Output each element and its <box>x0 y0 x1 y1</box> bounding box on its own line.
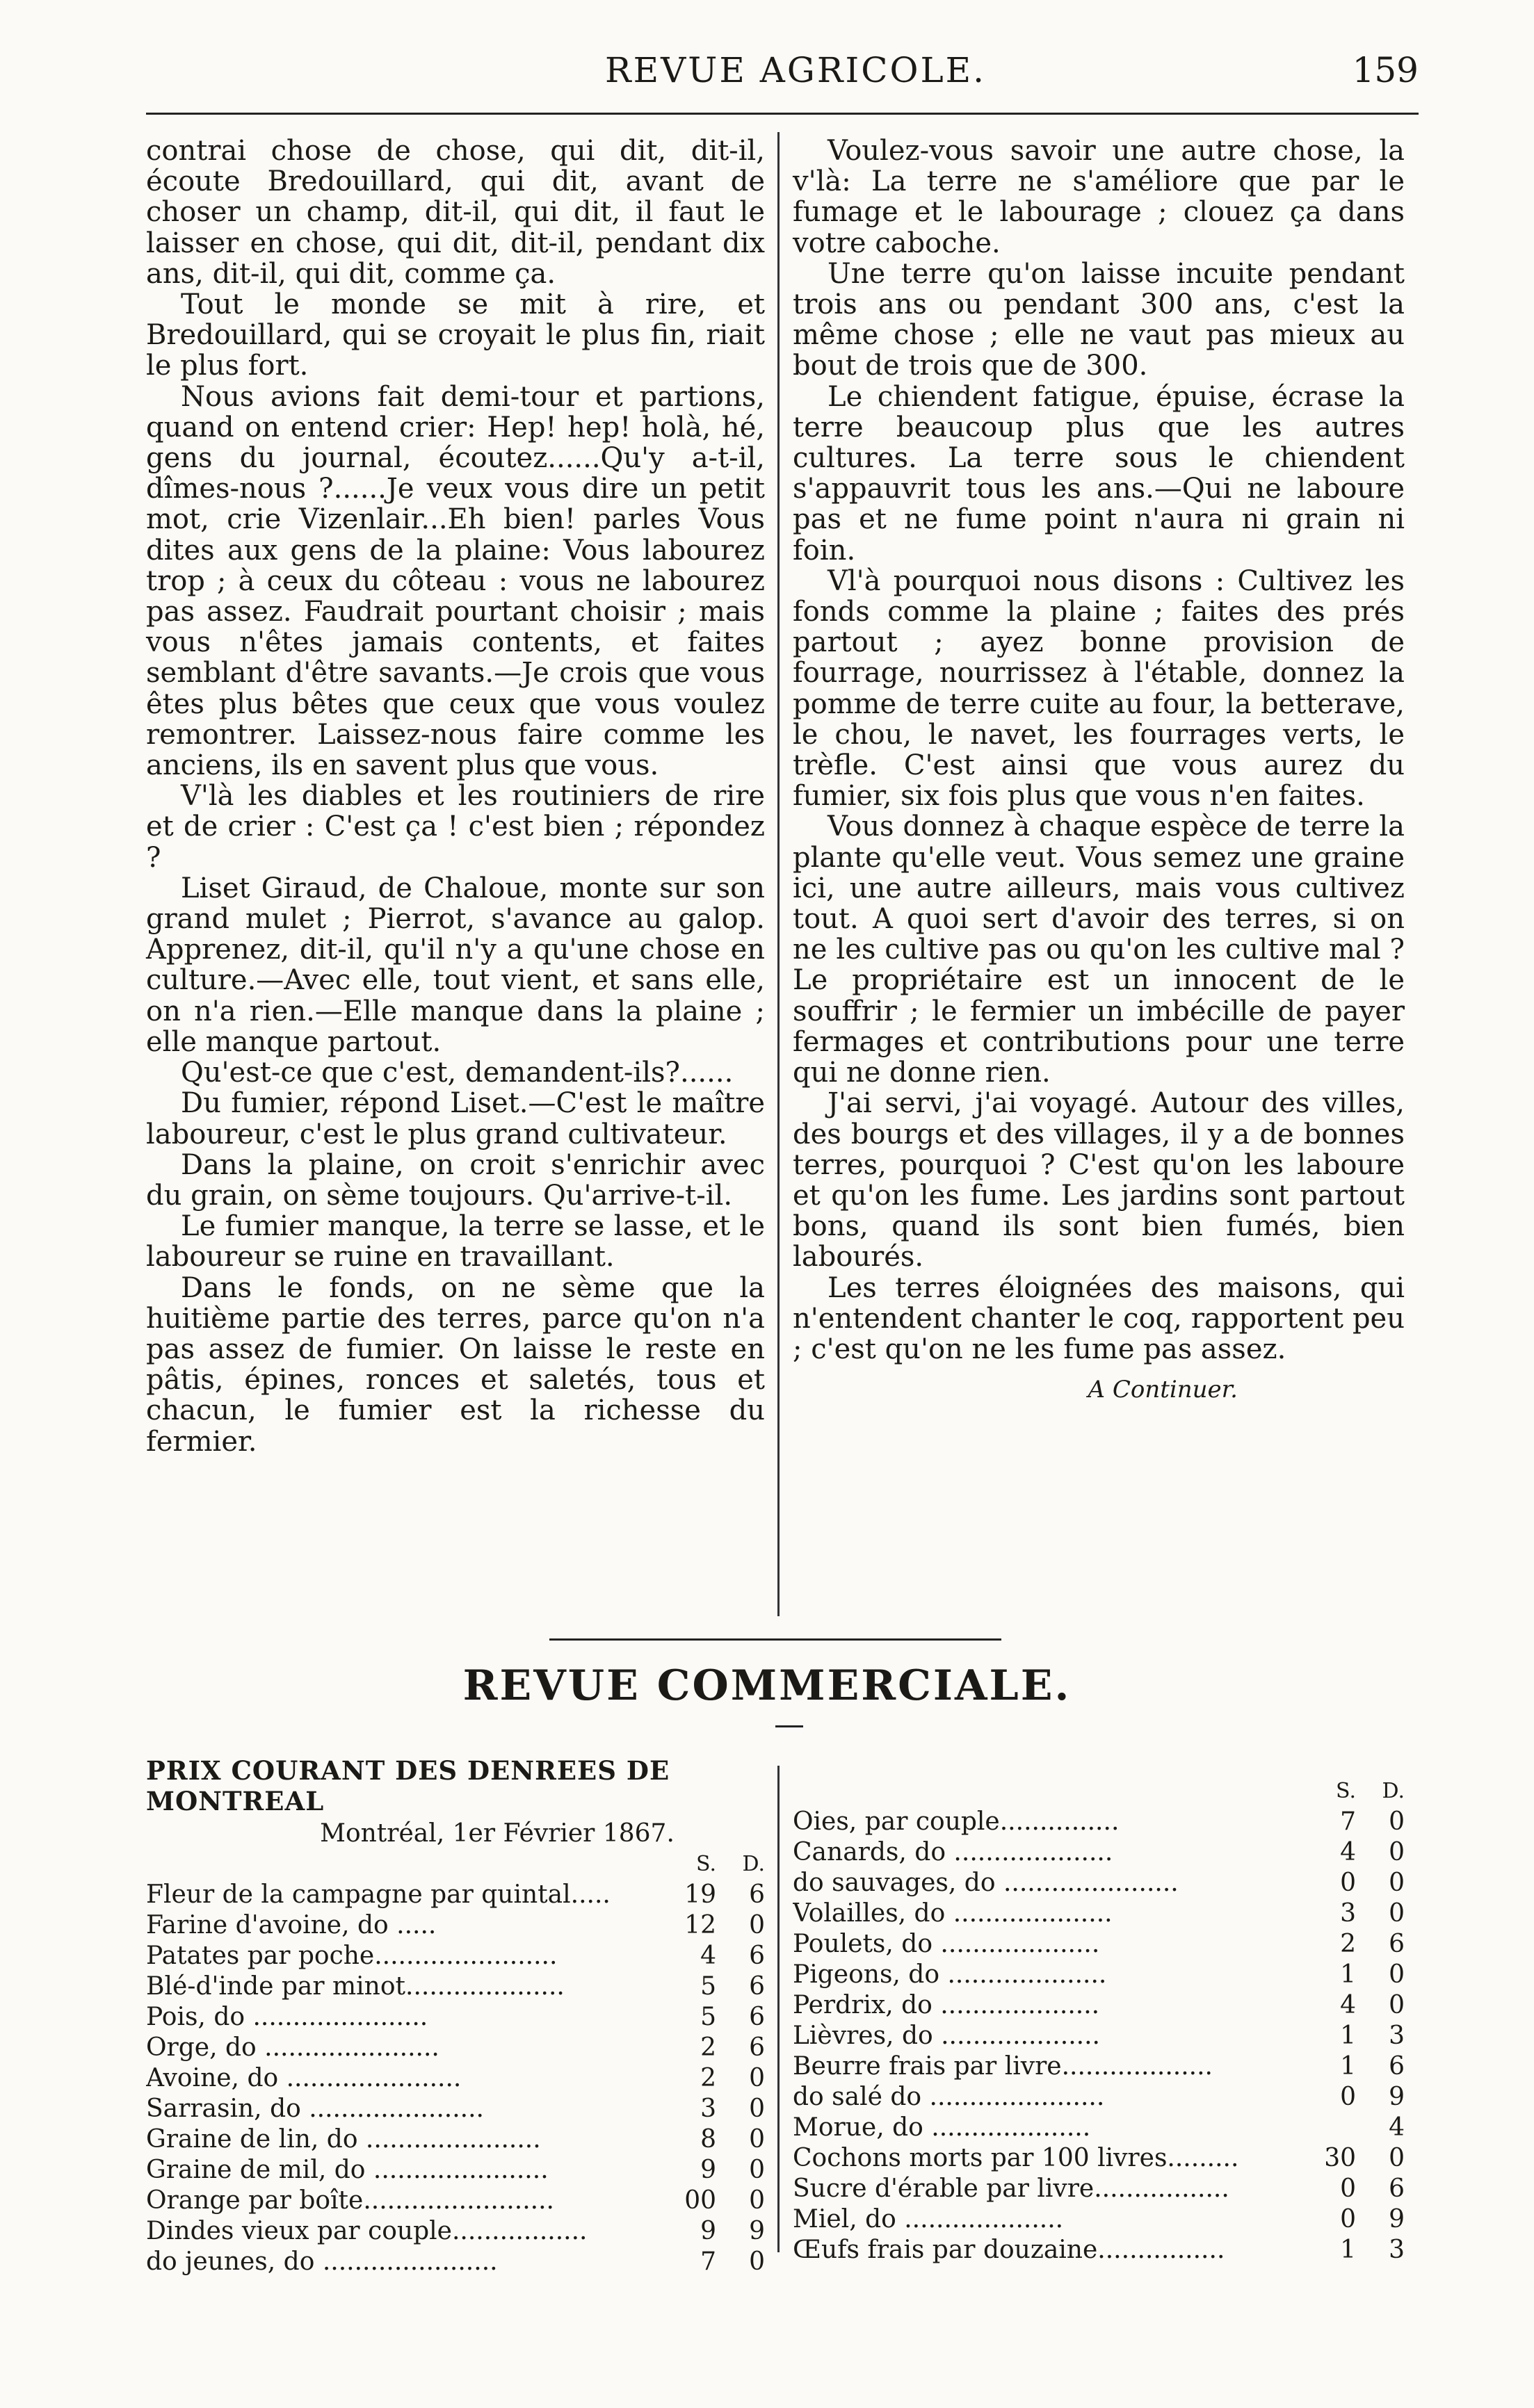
table-row <box>793 2204 1405 2235</box>
price-pence: 6 <box>749 2033 765 2062</box>
price-shillings: 4 <box>1340 1838 1356 1866</box>
table-row <box>146 2033 765 2063</box>
commodity-name: do jeunes, do ...................... <box>146 2247 498 2276</box>
commodity-name: Poulets, do .................... <box>793 1930 1100 1958</box>
price-shillings: 2 <box>700 2064 716 2092</box>
price-shillings: 4 <box>1340 1991 1356 2019</box>
commodity-name: Patates par poche....................... <box>146 1942 558 1970</box>
price-pence: 6 <box>1389 2052 1405 2081</box>
price-pence: 0 <box>749 2094 765 2123</box>
price-pence: 0 <box>749 2156 765 2184</box>
price-pence: 6 <box>749 1972 765 2001</box>
price-pence: 0 <box>1389 1899 1405 1928</box>
table-header <box>793 1776 1405 1807</box>
table-row <box>146 2247 765 2277</box>
commodity-name: Fleur de la campagne par quintal..... <box>146 1880 611 1909</box>
table-row <box>793 1898 1405 1929</box>
price-pence: 0 <box>749 2186 765 2215</box>
table-row <box>793 1868 1405 1898</box>
section-rule <box>549 1638 1001 1641</box>
table-row <box>793 1837 1405 1868</box>
col-s-label: S. <box>695 1852 716 1876</box>
table-row <box>146 2155 765 2186</box>
table-row <box>146 1880 765 1910</box>
paragraph: Vous donnez à chaque espèce de terre la plante qu'elle veut. Vous semez une graine ici, une autre ailleurs, mais vous cultivez tout. A quoi sert d'avoir des terres, si on ne les cultive pas ou qu'on les cultive mal ? Le propriétaire est un innocent de le souffrir ; le fermier un imbécille de payer fermages et contributions pour une terre qui ne donne rien. <box>793 811 1405 1089</box>
paragraph: Voulez-vous savoir une autre chose, la v'là: La terre ne s'améliore que par le fumage et le labourage ; clouez ça dans votre caboche. <box>793 135 1405 259</box>
price-shillings: 5 <box>700 2003 716 2031</box>
table-row <box>793 2082 1405 2113</box>
table-row <box>146 2002 765 2033</box>
price-pence: 6 <box>1389 1930 1405 1958</box>
paragraph: Du fumier, répond Liset.—C'est le maître laboureur, c'est le plus grand cultivateur. <box>146 1087 765 1150</box>
price-shillings: 2 <box>1340 1930 1356 1958</box>
commodity-name: Sarrasin, do ...................... <box>146 2094 484 2123</box>
table-row <box>146 2124 765 2155</box>
price-shillings: 7 <box>700 2247 716 2276</box>
paragraph: contrai chose de chose, qui dit, dit-il, écoute Bredouillard, qui dit, avant de choser un champ, dit-il, qui dit, il faut le laisser en chose, qui dit, dit-il, pendant dix ans, dit-il, qui dit, comme ça. <box>146 135 765 290</box>
price-pence: 6 <box>1389 2174 1405 2203</box>
price-shillings: 0 <box>1340 2174 1356 2203</box>
price-shillings: 3 <box>1340 1899 1356 1928</box>
price-pence: 9 <box>1389 2205 1405 2234</box>
commodity-name: Orange par boîte........................ <box>146 2186 554 2215</box>
commodity-name: Morue, do .................... <box>793 2113 1091 2142</box>
price-shillings: 8 <box>700 2125 716 2154</box>
commodity-name: Pigeons, do .................... <box>793 1960 1107 1989</box>
price-shillings: 4 <box>700 1942 716 1970</box>
paragraph: Les terres éloignées des maisons, qui n'entendent chanter le coq, rapportent peu ; c'est qu'on ne les fume pas assez. <box>793 1271 1405 1365</box>
price-pence: 3 <box>1389 2021 1405 2050</box>
commodity-name: do sauvages, do ...................... <box>793 1869 1179 1897</box>
commodity-name: Orge, do ...................... <box>146 2033 439 2062</box>
table-row <box>793 2113 1405 2143</box>
price-shillings: 1 <box>1340 1960 1356 1989</box>
price-pence: 0 <box>749 1911 765 1939</box>
price-pence: 0 <box>1389 1960 1405 1989</box>
table-row <box>793 1990 1405 2021</box>
table-divider <box>777 1766 780 2252</box>
table-row <box>146 1941 765 1971</box>
left-text-column <box>146 136 765 1457</box>
commodity-name: Oies, par couple............... <box>793 1807 1120 1836</box>
price-shillings: 12 <box>684 1911 716 1939</box>
price-pence: 3 <box>1389 2236 1405 2264</box>
commodity-name: Lièvres, do .................... <box>793 2021 1100 2050</box>
price-shillings: 0 <box>1340 2083 1356 2111</box>
table-row <box>146 1971 765 2002</box>
title-dash <box>775 1725 803 1727</box>
price-shillings: 9 <box>700 2156 716 2184</box>
commodity-name: Sucre d'érable par livre................. <box>793 2174 1229 2203</box>
paragraph: Le fumier manque, la terre se lasse, et le laboureur se ruine en travaillant. <box>146 1210 765 1274</box>
page-number: 159 <box>1352 50 1419 90</box>
col-d-label: D. <box>742 1852 765 1876</box>
table-row <box>793 1929 1405 1960</box>
table-row <box>793 1960 1405 1990</box>
commodity-name: Graine de mil, do ...................... <box>146 2156 549 2184</box>
price-pence: 0 <box>749 2064 765 2092</box>
commodity-name: Avoine, do ...................... <box>146 2064 462 2092</box>
table-row <box>793 2174 1405 2204</box>
commodity-name: Beurre frais par livre................... <box>793 2052 1213 2081</box>
price-shillings: 19 <box>684 1880 716 1909</box>
price-pence: 9 <box>749 2217 765 2245</box>
table-row <box>793 2143 1405 2174</box>
table-row <box>146 2216 765 2247</box>
paragraph: Le chiendent fatigue, épuise, écrase la terre beaucoup plus que les autres cultures. La terre sous le chiendent s'appauvrit tous les ans.—Qui ne laboure pas et ne fume point n'aura ni grain ni foin. <box>793 380 1405 567</box>
price-table-title: PRIX COURANT DES DENREES DE MONTREAL <box>146 1755 670 1816</box>
table-row <box>146 2063 765 2094</box>
table-row <box>793 2051 1405 2082</box>
table-row <box>146 1910 765 1941</box>
section-title: REVUE COMMERCIALE. <box>462 1661 1072 1710</box>
table-header <box>146 1849 765 1880</box>
paragraph: Liset Giraud, de Chaloue, monte sur son grand mulet ; Pierrot, s'avance au galop. Apprenez, dit-il, qu'il n'y a qu'une chose en culture.—Avec elle, tout vient, et sans elle, on n'a rien.—Elle manque dans la plaine ; elle manque partout. <box>146 872 765 1058</box>
paragraph: Une terre qu'on laisse incuite pendant trois ans ou pendant 300 ans, c'est la même chose ; elle ne vaut pas mieux au bout de trois que de 300. <box>793 257 1405 382</box>
price-shillings: 00 <box>684 2186 716 2215</box>
price-pence: 0 <box>1389 1869 1405 1897</box>
price-table-date: Montréal, 1er Février 1867. <box>320 1819 675 1848</box>
table-row <box>793 2021 1405 2051</box>
header-rule <box>146 113 1419 115</box>
price-pence: 6 <box>749 1880 765 1909</box>
price-pence: 0 <box>1389 2144 1405 2172</box>
paragraph: Dans la plaine, on croit s'enrichir avec du grain, on sème toujours. Qu'arrive-t-il. <box>146 1148 765 1212</box>
price-pence: 9 <box>1389 2083 1405 2111</box>
commodity-name: Canards, do .................... <box>793 1838 1113 1866</box>
table-row <box>146 2186 765 2216</box>
price-shillings: 0 <box>1340 2205 1356 2234</box>
price-shillings: 7 <box>1340 1807 1356 1836</box>
page-header <box>146 50 1419 99</box>
running-title: REVUE AGRICOLE. <box>605 50 987 90</box>
col-s-label: S. <box>1335 1779 1356 1803</box>
paragraph: Dans le fonds, on ne sème que la huitième partie des terres, parce qu'on n'a pas assez de fumier. On laisse le reste en pâtis, épines, ronces et saletés, tous et chacun, le fumier est la richesse du fermier. <box>146 1271 765 1458</box>
price-pence: 0 <box>1389 1991 1405 2019</box>
price-pence: 0 <box>749 2125 765 2154</box>
paragraph: Nous avions fait demi-tour et partions, quand on entend crier: Hep! hep! holà, hé, gens du journal, écoutez......Qu'y a-t-il, dîmes-nous ?......Je veux vous dire un petit mot, crie Vizenlair...Eh bien! parles Vous dites aux gens de la plaine: Vous labourez trop ; à ceux du côteau : vous ne labourez pas assez. Faudrait pourtant choisir ; mais vous n'êtes jamais contents, et faites semblant d'être savants.—Je crois que vous êtes plus bêtes que ceux que vous voulez remontrer. Laissez-nous faire comme les anciens, ils en savent plus que vous. <box>146 380 765 782</box>
col-d-label: D. <box>1382 1779 1405 1803</box>
commodity-name: do salé do ...................... <box>793 2083 1105 2111</box>
price-table-right <box>793 1776 1405 2265</box>
table-row <box>793 1807 1405 1837</box>
continued-note: A Continuer. <box>1088 1376 1238 1404</box>
commodity-name: Cochons morts par 100 livres......... <box>793 2144 1239 2172</box>
price-pence: 0 <box>1389 1807 1405 1836</box>
price-shillings: 30 <box>1324 2144 1356 2172</box>
price-shillings: 1 <box>1340 2021 1356 2050</box>
commodity-name: Volailles, do .................... <box>793 1899 1113 1928</box>
paragraph: V'là les diables et les routiniers de rire et de crier : C'est ça ! c'est bien ; répondez ? <box>146 780 765 874</box>
commodity-name: Miel, do .................... <box>793 2205 1064 2234</box>
price-shillings: 0 <box>1340 1869 1356 1897</box>
price-pence: 6 <box>749 2003 765 2031</box>
price-pence: 6 <box>749 1942 765 1970</box>
price-pence: 0 <box>749 2247 765 2276</box>
paragraph: Tout le monde se mit à rire, et Bredouillard, qui se croyait le plus fin, riait le plus fort. <box>146 288 765 382</box>
right-text-column <box>793 136 1405 1405</box>
commodity-name: Œufs frais par douzaine................ <box>793 2236 1225 2264</box>
commodity-name: Dindes vieux par couple................. <box>146 2217 588 2245</box>
price-shillings: 5 <box>700 1972 716 2001</box>
price-shillings: 2 <box>700 2033 716 2062</box>
commodity-name: Farine d'avoine, do ..... <box>146 1911 437 1939</box>
price-shillings: 9 <box>700 2217 716 2245</box>
price-pence: 0 <box>1389 1838 1405 1866</box>
price-pence: 4 <box>1389 2113 1405 2142</box>
column-divider <box>777 132 780 1616</box>
price-shillings: 3 <box>700 2094 716 2123</box>
price-shillings: 1 <box>1340 2236 1356 2264</box>
commodity-name: Perdrix, do .................... <box>793 1991 1100 2019</box>
paragraph: Vl'à pourquoi nous disons : Cultivez les fonds comme la plaine ; faites des prés partout ; ayez bonne provision de fourrage, nourrissez à l'étable, donnez la pomme de terre cuite au four, la betterave, le chou, le navet, les fourrages verts, le trèfle. C'est ainsi que vous aurez du fumier, six fois plus que vous n'en faites. <box>793 564 1405 813</box>
commodity-name: Blé-d'inde par minot.................... <box>146 1972 565 2001</box>
paragraph: Qu'est-ce que c'est, demandent-ils?...... <box>181 1057 734 1089</box>
table-row <box>146 2094 765 2124</box>
commodity-name: Pois, do ...................... <box>146 2003 428 2031</box>
price-table-left <box>146 1755 765 2277</box>
table-row <box>793 2235 1405 2265</box>
commodity-name: Graine de lin, do ...................... <box>146 2125 541 2154</box>
price-shillings: 1 <box>1340 2052 1356 2081</box>
paragraph: J'ai servi, j'ai voyagé. Autour des villes, des bourgs et des villages, il y a de bonnes terres, pourquoi ? C'est qu'on les laboure et qu'on les fume. Les jardins sont partout bons, quand ils sont bien fumés, bien labourés. <box>793 1087 1405 1274</box>
